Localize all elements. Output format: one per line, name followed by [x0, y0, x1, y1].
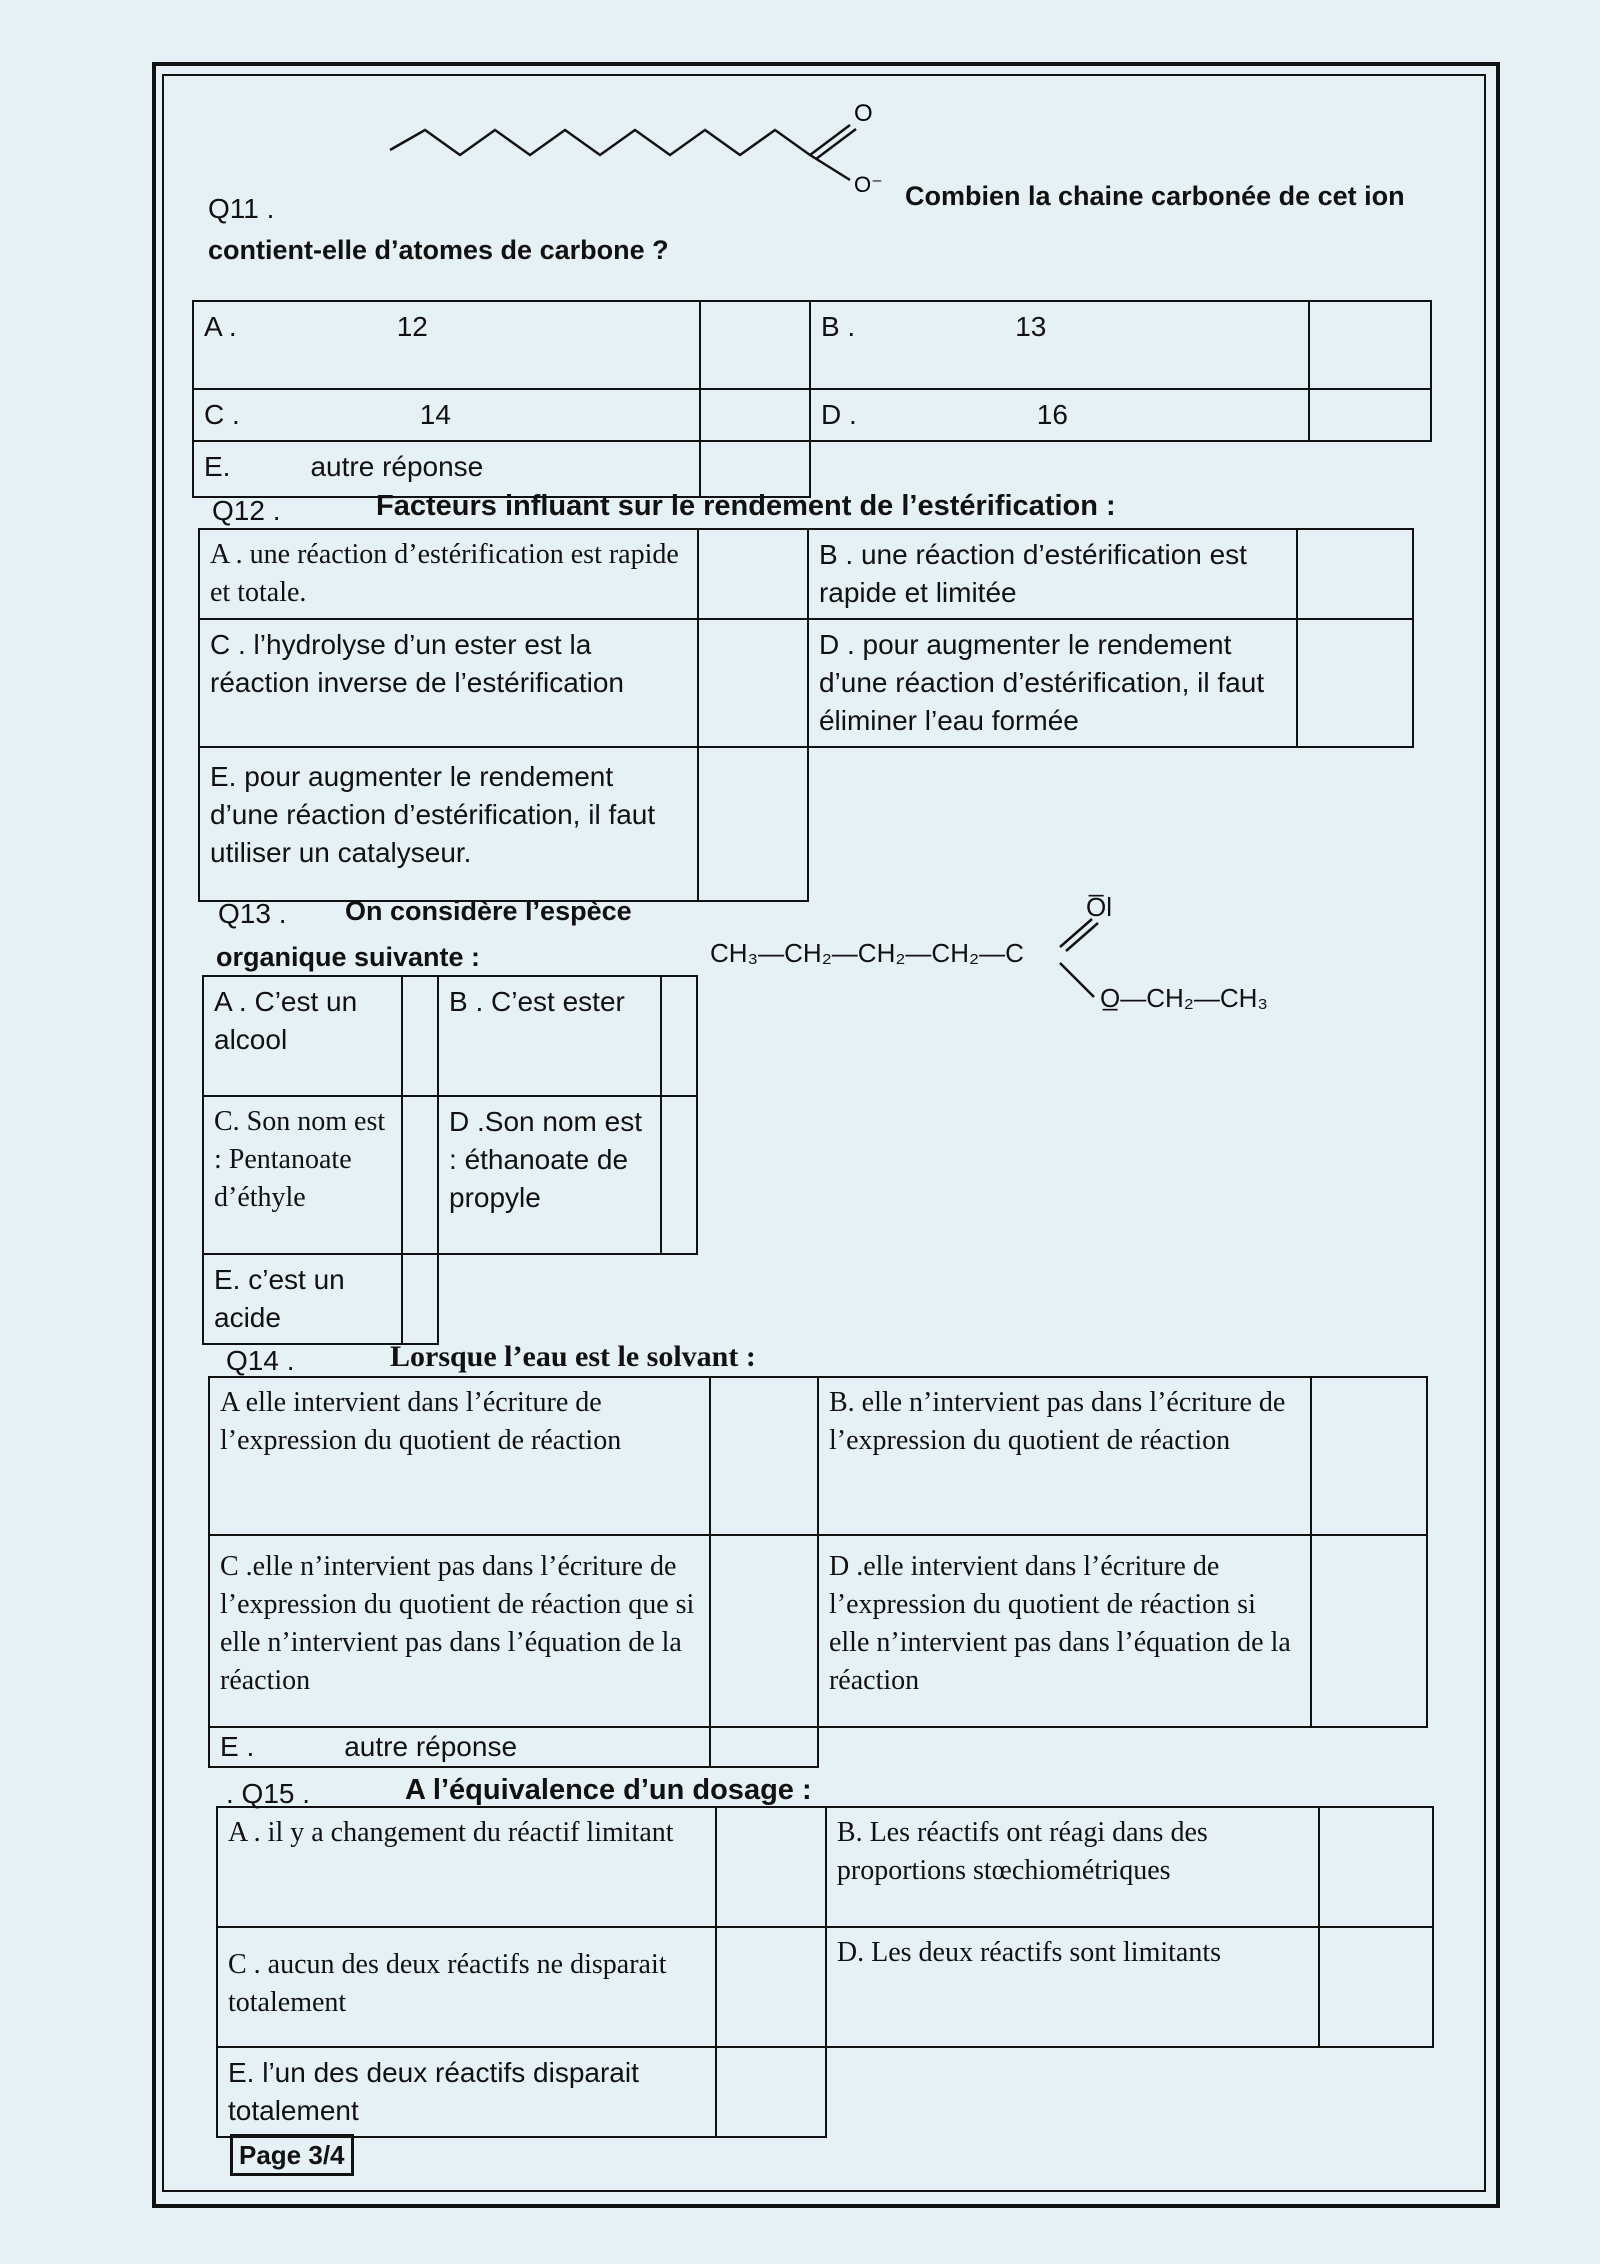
q11-question-left: contient-elle d’atomes de carbone ?	[208, 235, 669, 265]
q11-answer-box-d[interactable]	[1309, 389, 1431, 441]
q13-option-b: B . C’est ester	[438, 976, 661, 1096]
q13-answer-box-a[interactable]	[402, 976, 438, 1096]
q15-option-d: D. Les deux réactifs sont limitants	[826, 1927, 1319, 2047]
q12-answer-box-a[interactable]	[698, 529, 808, 619]
q11-option-a: A . 12	[193, 301, 700, 389]
q13-answer-box-e[interactable]	[402, 1254, 438, 1344]
q13-formula-o-top: O̅l	[1086, 892, 1112, 922]
q15-title: A l’équivalence d’un dosage :	[405, 1774, 812, 1806]
q11-option-b: B . 13	[810, 301, 1309, 389]
q15-answer-box-a[interactable]	[716, 1807, 826, 1927]
q11-answer-box-b[interactable]	[1309, 301, 1431, 389]
q15-number: . Q15 .	[226, 1778, 311, 1809]
q12-answer-box-d[interactable]	[1297, 619, 1413, 747]
q12-answer-box-e[interactable]	[698, 747, 808, 901]
q12-options-table	[198, 528, 1414, 902]
q14-title: Lorsque l’eau est le solvant :	[390, 1340, 756, 1373]
q15-option-c: C . aucun des deux réactifs ne disparait totalement	[217, 1927, 716, 2047]
q15-answer-box-d[interactable]	[1319, 1927, 1433, 2047]
q12-answer-box-b[interactable]	[1297, 529, 1413, 619]
molecule-o-minus: O⁻	[854, 172, 883, 197]
q14-option-e: E . autre réponse	[209, 1727, 710, 1767]
q11-answer-box-a[interactable]	[700, 301, 810, 389]
page-number-badge: Page 3/4	[230, 2134, 354, 2176]
q12-title: Facteurs influant sur le rendement de l’estérification :	[376, 490, 1116, 522]
q12-option-b: B . une réaction d’estérification est rapide et limitée	[808, 529, 1297, 619]
q13-answer-box-c[interactable]	[402, 1096, 438, 1254]
q12-answer-box-c[interactable]	[698, 619, 808, 747]
q13-answer-box-d[interactable]	[661, 1096, 697, 1254]
q13-title-line1: On considère l’espèce	[345, 896, 632, 926]
q13-title-line2: organique suivante :	[216, 942, 481, 972]
q15-answer-box-e[interactable]	[716, 2047, 826, 2137]
q12-number: Q12 .	[212, 495, 281, 526]
molecule-o-top: O	[854, 100, 873, 127]
q15-option-a: A . il y a changement du réactif limitant	[217, 1807, 716, 1927]
q12-option-e: E. pour augmenter le rendement d’une réaction d’estérification, il faut utiliser un catalyseur.	[199, 747, 698, 901]
q11-option-c: C . 14	[193, 389, 700, 441]
q14-option-b: B. elle n’intervient pas dans l’écriture de l’expression du quotient de réaction	[818, 1377, 1311, 1535]
q15-answer-box-c[interactable]	[716, 1927, 826, 2047]
q11-option-e: E. autre réponse	[193, 441, 700, 497]
q12-option-d: D . pour augmenter le rendement d’une réaction d’estérification, il faut éliminer l’eau formée	[808, 619, 1297, 747]
q14-answer-box-c[interactable]	[710, 1535, 818, 1727]
q11-answer-box-e[interactable]	[700, 441, 810, 497]
q14-answer-box-e[interactable]	[710, 1727, 818, 1767]
q14-option-a: A elle intervient dans l’écriture de l’expression du quotient de réaction	[209, 1377, 710, 1535]
q15-option-b: B. Les réactifs ont réagi dans des proportions stœchiométriques	[826, 1807, 1319, 1927]
q13-option-d: D .Son nom est : éthanoate de propyle	[438, 1096, 661, 1254]
carboxylate-ion-skeleton	[380, 95, 900, 210]
q14-answer-box-b[interactable]	[1311, 1377, 1427, 1535]
q14-options-table	[208, 1376, 1428, 1768]
q14-number: Q14 .	[226, 1345, 295, 1376]
q11-option-d: D . 16	[810, 389, 1309, 441]
q14-answer-box-d[interactable]	[1311, 1535, 1427, 1727]
q11-answer-box-c[interactable]	[700, 389, 810, 441]
q11-question-right: Combien la chaine carbonée de cet ion	[905, 181, 1405, 211]
q12-option-a: A . une réaction d’estérification est rapide et totale.	[199, 529, 698, 619]
q13-option-a: A . C’est un alcool	[203, 976, 402, 1096]
q13-option-c: C. Son nom est : Pentanoate d’éthyle	[203, 1096, 402, 1254]
q13-option-e: E. c’est un acide	[203, 1254, 402, 1344]
q14-answer-box-a[interactable]	[710, 1377, 818, 1535]
q11-number: Q11 .	[208, 193, 275, 224]
q15-options-table	[216, 1806, 1434, 2138]
q15-answer-box-b[interactable]	[1319, 1807, 1433, 1927]
q12-option-c: C . l’hydrolyse d’un ester est la réaction inverse de l’estérification	[199, 619, 698, 747]
q14-option-c: C .elle n’intervient pas dans l’écriture de l’expression du quotient de réaction que si elle n’intervient pas dans l’équation de la réaction	[209, 1535, 710, 1727]
q14-option-d: D .elle intervient dans l’écriture de l’expression du quotient de réaction si elle n’intervient pas dans l’équation de la réaction	[818, 1535, 1311, 1727]
q13-formula-chain: CH₃—CH₂—CH₂—CH₂—C	[710, 938, 1024, 968]
q13-formula-ester-group: O̲—CH₂—CH₃	[1100, 983, 1269, 1013]
q13-number: Q13 .	[218, 898, 287, 929]
q15-option-e: E. l’un des deux réactifs disparait totalement	[217, 2047, 716, 2137]
q11-options-table	[192, 300, 1432, 498]
q13-answer-box-b[interactable]	[661, 976, 697, 1096]
q13-options-table	[202, 975, 698, 1345]
